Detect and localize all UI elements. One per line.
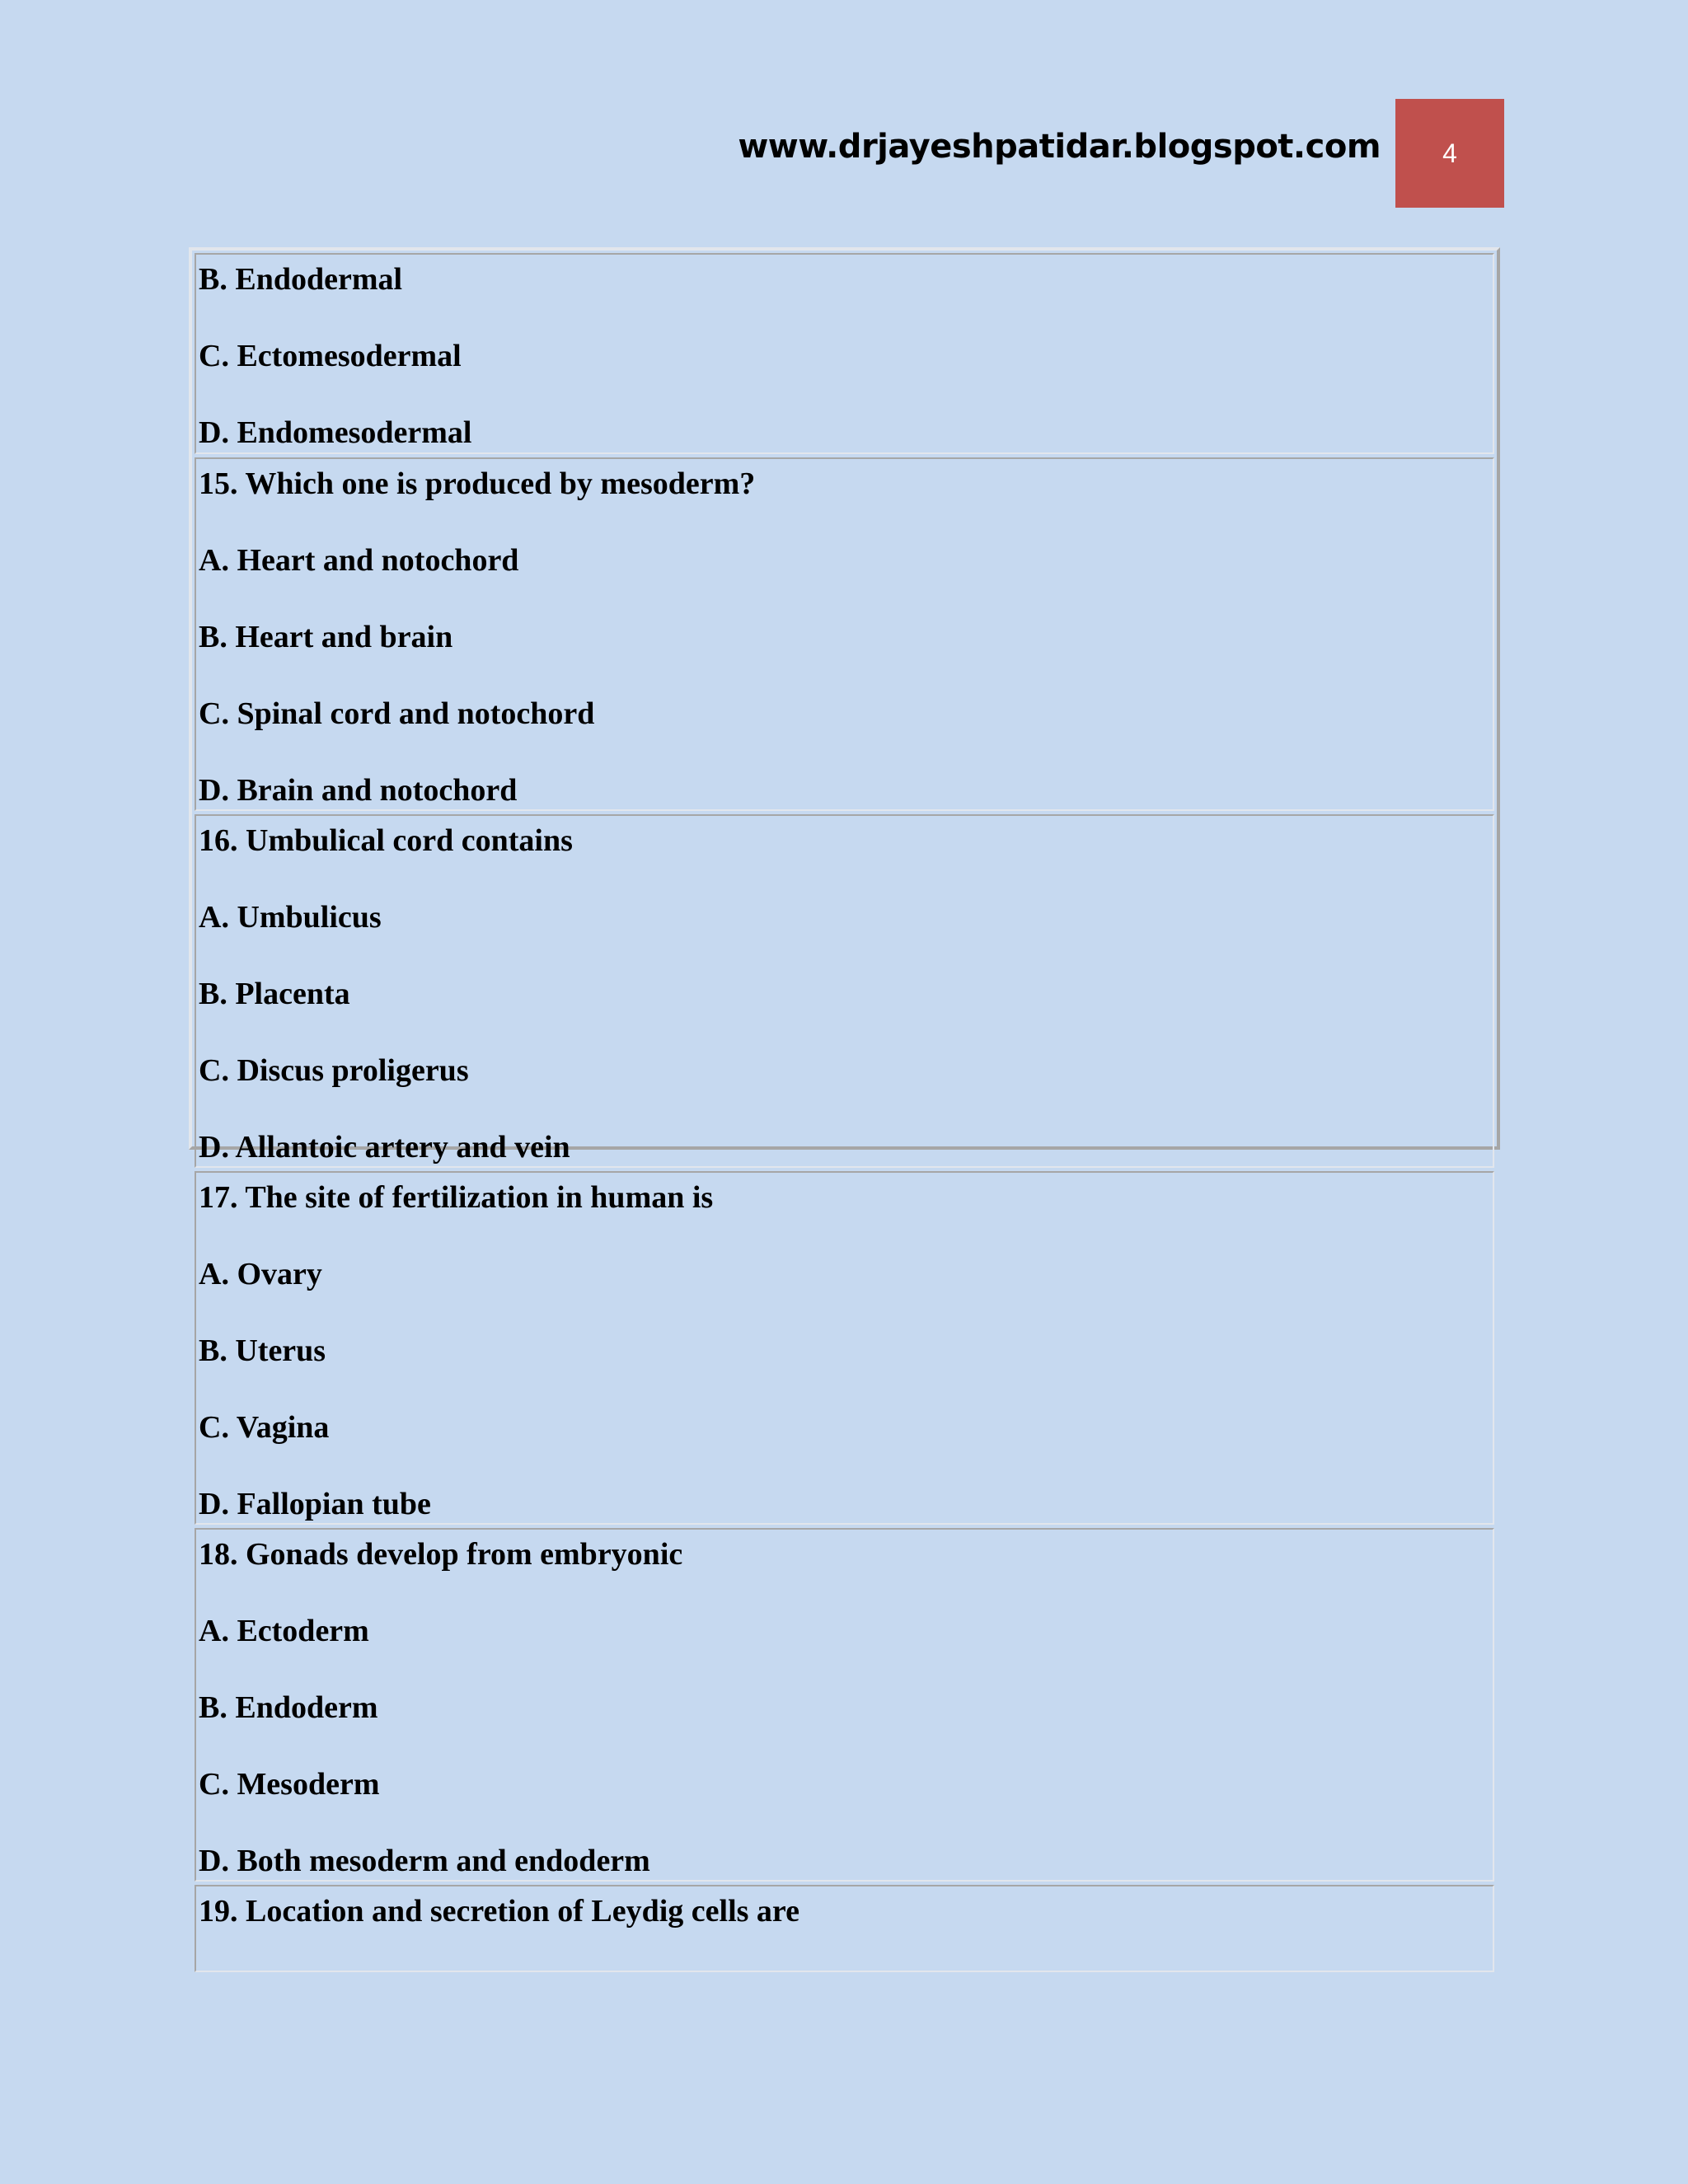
question-text: 15. Which one is produced by mesoderm? <box>199 466 756 501</box>
option-c: C. Discus proligerus <box>199 1053 469 1088</box>
question-text: 16. Umbulical cord contains <box>199 823 573 858</box>
option-c: C. Mesoderm <box>199 1767 380 1802</box>
option-c: C. Vagina <box>199 1410 330 1445</box>
option-d: D. Brain and notochord <box>199 773 518 808</box>
option-a: A. Ovary <box>199 1257 322 1291</box>
questions-table <box>189 247 1500 1929</box>
option-c: C. Ectomesodermal <box>199 339 462 373</box>
option-a: A. Ectoderm <box>199 1614 369 1648</box>
header-website-url: www.drjayeshpatidar.blogspot.com <box>738 128 1381 166</box>
option-d: D. Allantoic artery and vein <box>199 1130 570 1165</box>
option-d: D. Both mesoderm and endoderm <box>199 1844 650 1878</box>
option-a: A. Umbulicus <box>199 900 382 935</box>
page-number-badge: 4 <box>1395 99 1504 208</box>
question-cell-18 <box>195 1528 1494 1882</box>
question-text: 19. Location and secretion of Leydig cells are <box>199 1894 799 1929</box>
question-cell-16 <box>195 814 1494 1168</box>
question-cell-19 <box>195 1885 1494 1972</box>
option-c: C. Spinal cord and notochord <box>199 696 595 731</box>
question-cell-15 <box>195 457 1494 811</box>
option-d: D. Endomesodermal <box>199 415 472 450</box>
question-cell-14-continued <box>195 253 1494 454</box>
question-text: 17. The site of fertilization in human is <box>199 1180 714 1215</box>
option-b: B. Placenta <box>199 977 350 1011</box>
option-b: B. Endodermal <box>199 262 403 297</box>
option-b: B. Endoderm <box>199 1690 378 1725</box>
option-a: A. Heart and notochord <box>199 543 519 578</box>
question-text: 18. Gonads develop from embryonic <box>199 1537 683 1572</box>
option-d: D. Fallopian tube <box>199 1487 431 1521</box>
option-b: B. Uterus <box>199 1333 326 1368</box>
question-cell-17 <box>195 1171 1494 1525</box>
option-b: B. Heart and brain <box>199 620 453 654</box>
